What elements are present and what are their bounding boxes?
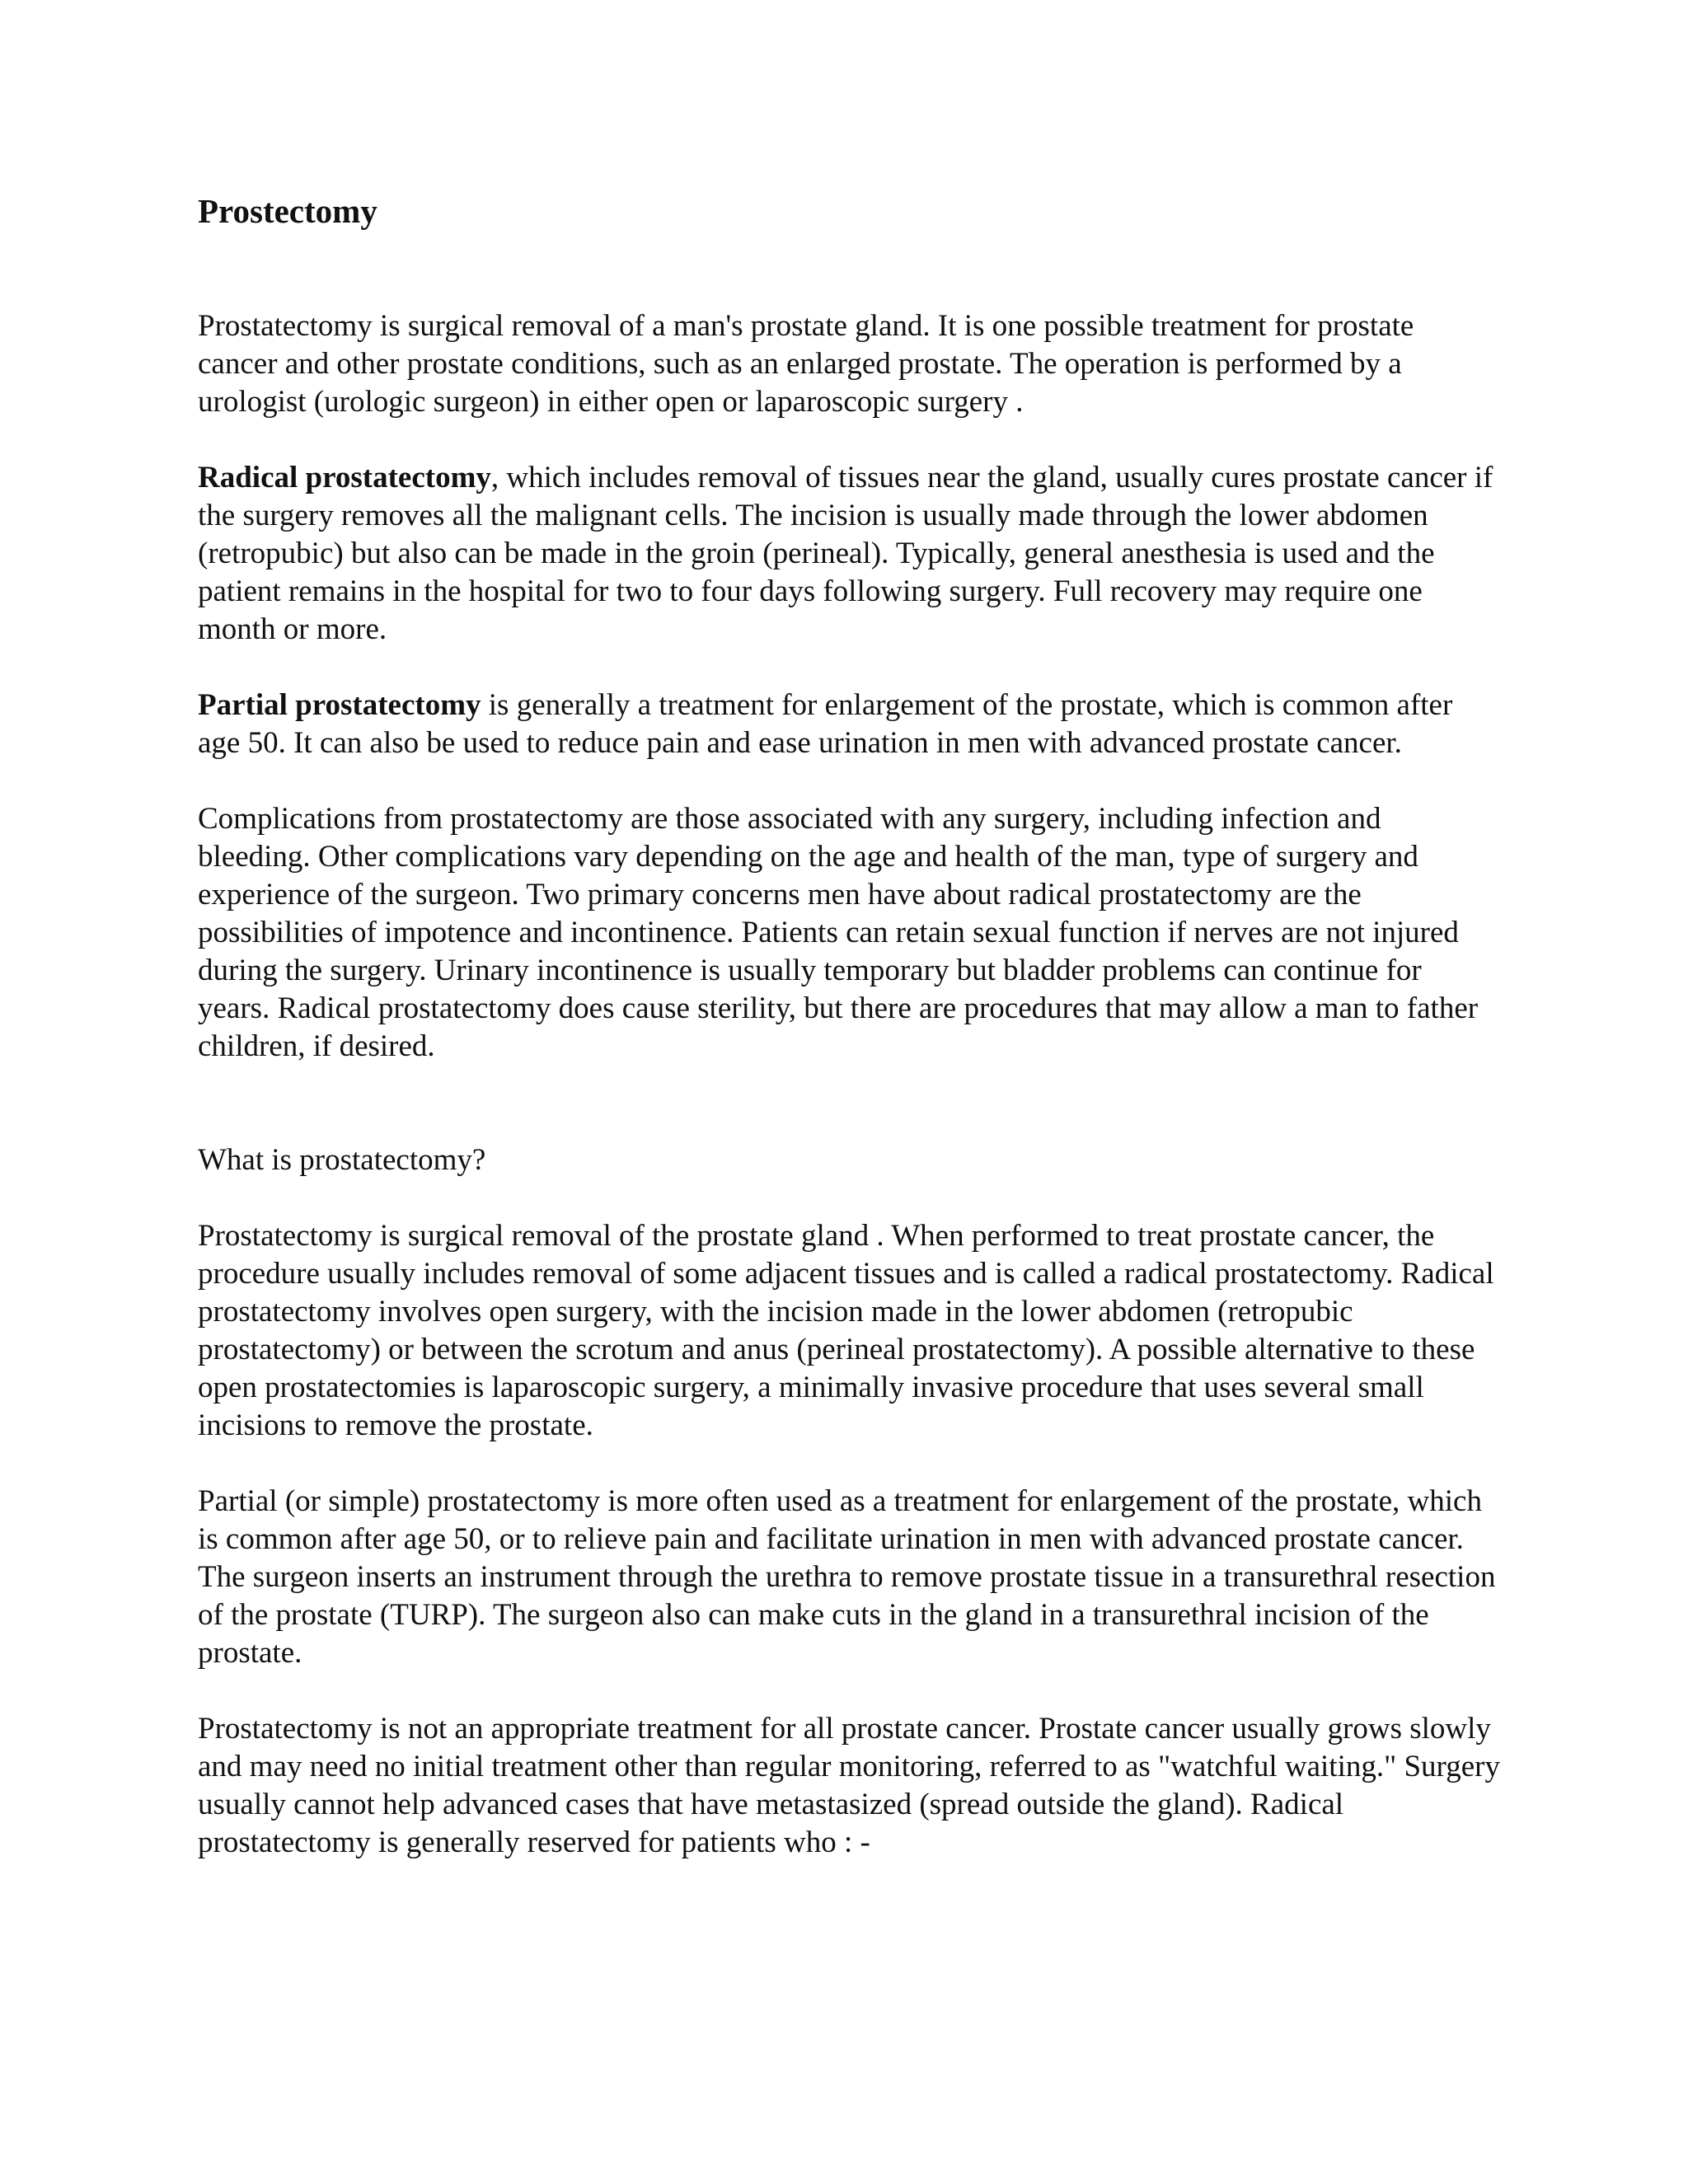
spacer — [198, 649, 1500, 687]
paragraph-partial-prostatectomy — [198, 687, 1500, 762]
paragraph-appropriateness: Prostatectomy is not an appropriate treatment for all prostate cancer. Prostate cancer usually grows slowly and may need no initial treatment other than regular monitoring, referred to as "watchful waiting." Surgery usually cannot help advanced cases that have metastasized (spread outside the gland). Radical prostatectomy is generally reserved for patients who : - — [198, 1712, 1500, 1859]
paragraph-text: is generally a treatment for enlargement of the prostate, which is common after age 50. It can also be used to reduce pain and ease urination in men with advanced prostate cancer. — [198, 688, 1453, 760]
spacer — [198, 1179, 1500, 1217]
spacer — [198, 1066, 1500, 1141]
spacer — [198, 1672, 1500, 1710]
paragraph-radical-prostatectomy — [198, 459, 1500, 649]
document-body — [198, 190, 1500, 1862]
bold-term-partial: Partial prostatectomy — [198, 688, 481, 722]
paragraph-definition: Prostatectomy is surgical removal of the prostate gland . When performed to treat prostate cancer, the procedure usually includes removal of some adjacent tissues and is called a radical prostatectomy. Radical prostatectomy involves open surgery, with the incision made in the lower abdomen (retropubic prostatectomy) or between the scrotum and anus (perineal prostatectomy). A possible alternative to these open prostatectomies is laparoscopic surgery, a minimally invasive procedure that uses several small incisions to remove the prostate. — [198, 1219, 1494, 1442]
paragraph-partial-simple: Partial (or simple) prostatectomy is more often used as a treatment for enlargement of the prostate, which is common after age 50, or to relieve pain and facilitate urination in men with advanced prostate cancer. The surgeon inserts an instrument through the urethra to remove prostate tissue in a transurethral resection of the prostate (TURP). The surgeon also can make cuts in the gland in a transurethral incision of the prostate. — [198, 1484, 1496, 1670]
paragraph-intro: Prostatectomy is surgical removal of a man's prostate gland. It is one possible treatment for prostate cancer and other prostate conditions, such as an enlarged prostate. The operation is performed by a urologist (urologic surgeon) in either open or laparoscopic surgery . — [198, 309, 1414, 419]
section-heading: What is prostatectomy? — [198, 1143, 486, 1177]
spacer — [198, 421, 1500, 459]
spacer — [198, 1445, 1500, 1483]
paragraph-text: , which includes removal of tissues near the gland, usually cures prostate cancer if the surgery removes all the malignant cells. The incision is usually made through the lower abdomen (retropubic) but also can be made in the groin (perineal). Typically, general anesthesia is used and the patient remains in the hospital for two to four days following surgery. Full recovery may require one month or more. — [198, 461, 1493, 646]
spacer — [198, 232, 1500, 307]
bold-term-radical: Radical prostatectomy — [198, 461, 491, 494]
spacer — [198, 762, 1500, 800]
paragraph-complications: Complications from prostatectomy are those associated with any surgery, including infection and bleeding. Other complications vary depending on the age and health of the man, type of surgery and experience of the surgeon. Two primary concerns men have about radical prostatectomy are the possibilities of impotence and incontinence. Patients can retain sexual function if nerves are not injured during the surgery. Urinary incontinence is usually temporary but bladder problems can continue for years. Radical prostatectomy does cause sterility, but there are procedures that may allow a man to father children, if desired. — [198, 802, 1479, 1063]
document-title: Prostectomy — [198, 192, 377, 230]
